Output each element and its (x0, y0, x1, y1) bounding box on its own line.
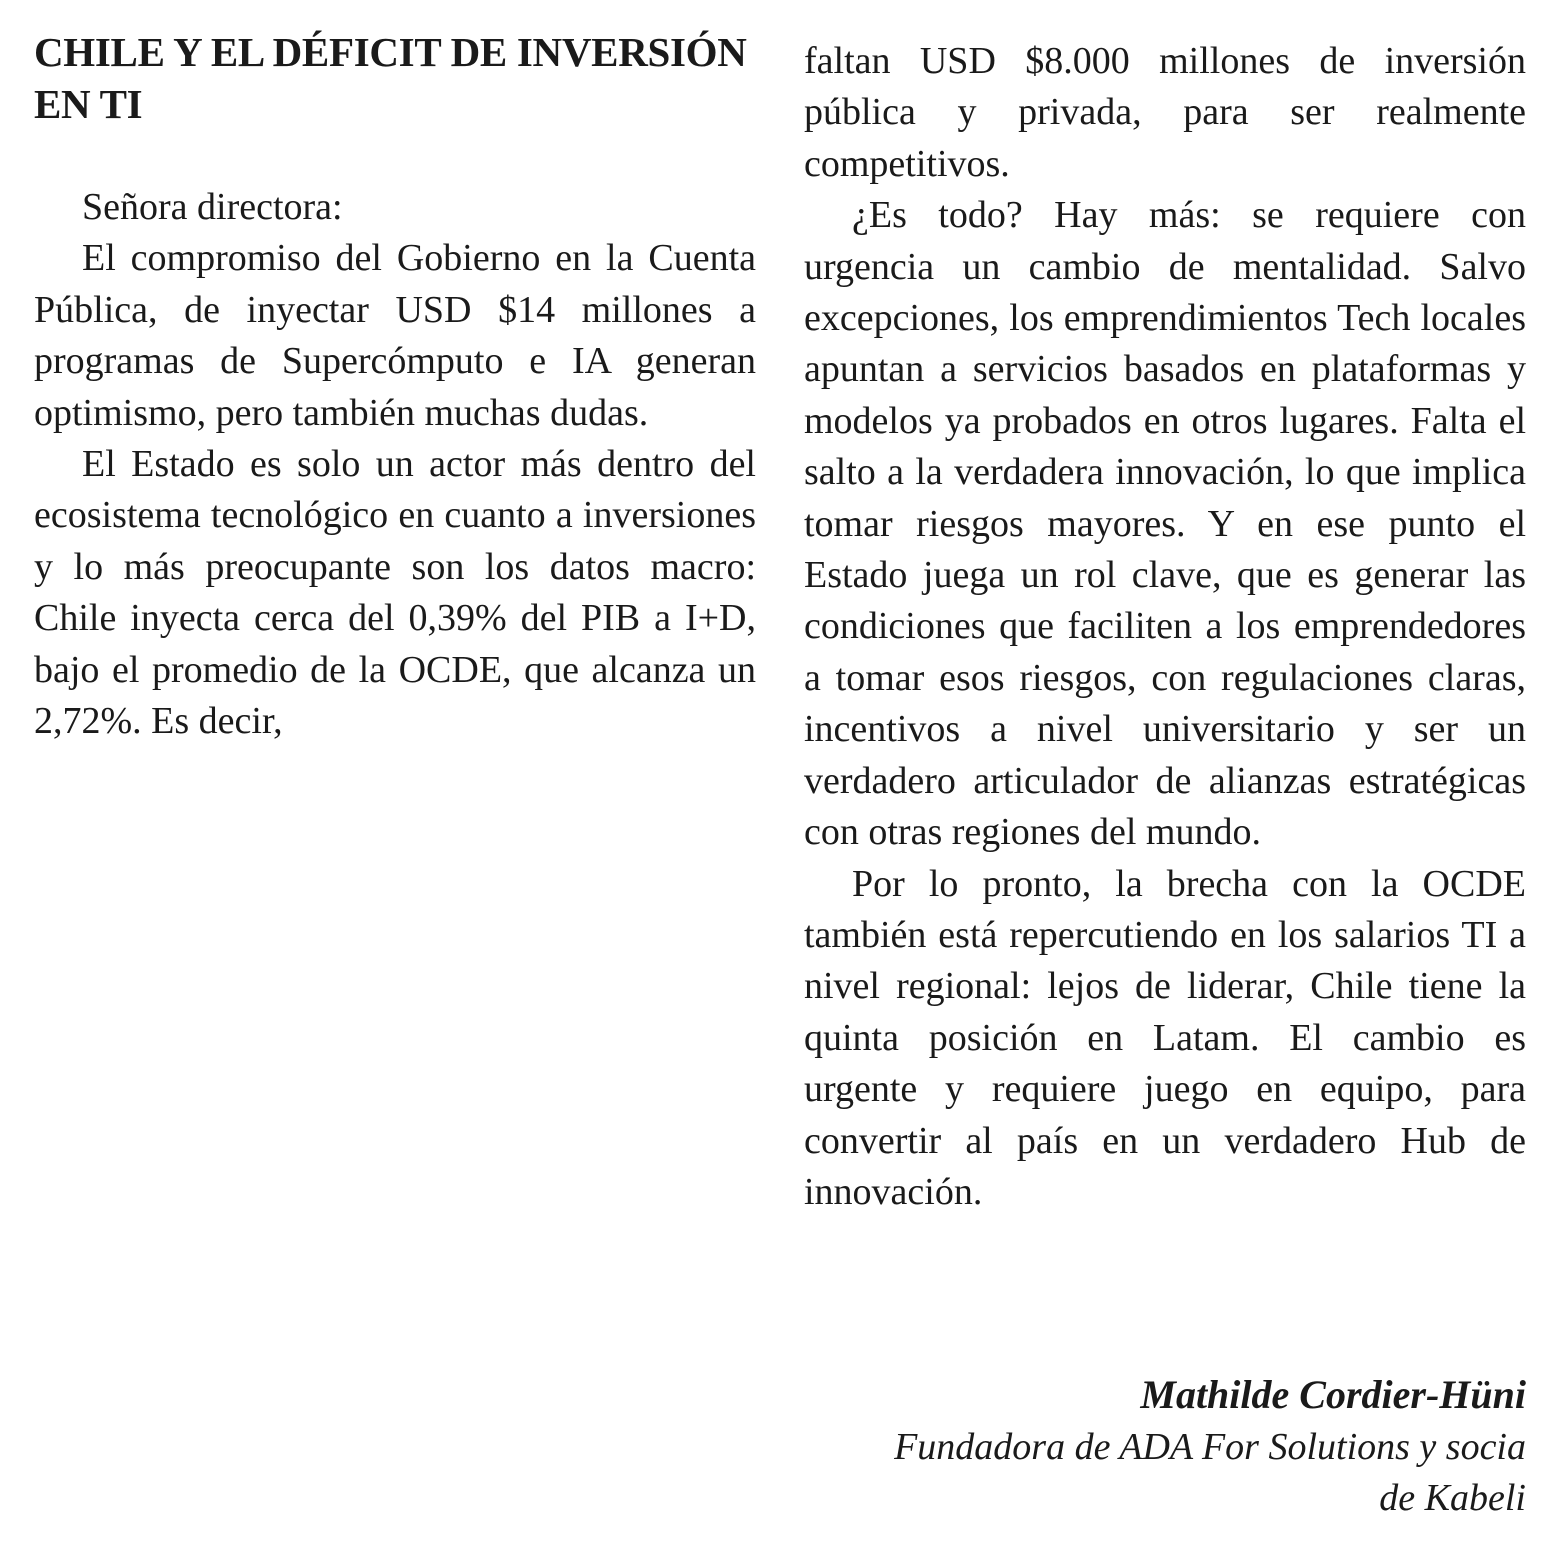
signature-role: Fundadora de ADA For Solutions y socia de Kabeli (894, 1426, 1526, 1519)
salutation: Señora directora: (82, 186, 343, 228)
right-column (804, 0, 1526, 1218)
headline: CHILE Y EL DÉFICIT DE INVERSIÓN EN TI (34, 29, 747, 127)
left-column (34, 0, 756, 747)
paragraph-left-2: El Estado es solo un actor más dentro del ecosistema tecnológico en cuanto a inversiones y lo más preocupante son los datos macro: Chile inyecta cerca del 0,39% del PIB a I+D, bajo el promedio de la OCDE, que alcanza un 2,72%. Es decir, (34, 443, 756, 743)
paragraph-right-1: faltan USD $8.000 millones de inversión pública y privada, para ser realmente competitivos. (804, 40, 1526, 185)
paragraph-right-3: Por lo pronto, la brecha con la OCDE también está repercutiendo en los salarios TI a nivel regional: lejos de liderar, Chile tiene la quinta posición en Latam. El cambio es urgente y requiere juego en equipo, para convertir al país en un verdadero Hub de innovación. (804, 862, 1526, 1213)
signature-name: Mathilde Cordier-Hüni (1140, 1372, 1526, 1417)
signature-block (886, 1368, 1526, 1524)
paragraph-left-1: El compromiso del Gobierno en la Cuenta Pública, de inyectar USD $14 millones a programas de Supercómputo e IA generan optimismo, pero también muchas dudas. (34, 237, 756, 434)
paragraph-right-2: ¿Es todo? Hay más: se requiere con urgencia un cambio de mentalidad. Salvo excepciones, los emprendimientos Tech locales apuntan a servicios basados en plataformas y modelos ya probados en otros lugares. Falta el salto a la verdadera innovación, lo que implica tomar riesgos mayores. Y en ese punto el Estado juega un rol clave, que es generar las condiciones que faciliten a los emprendedores a tomar esos riesgos, con regulaciones claras, incentivos a nivel universitario y ser un verdadero articulador de alianzas estratégicas con otras regiones del mundo. (804, 194, 1526, 854)
